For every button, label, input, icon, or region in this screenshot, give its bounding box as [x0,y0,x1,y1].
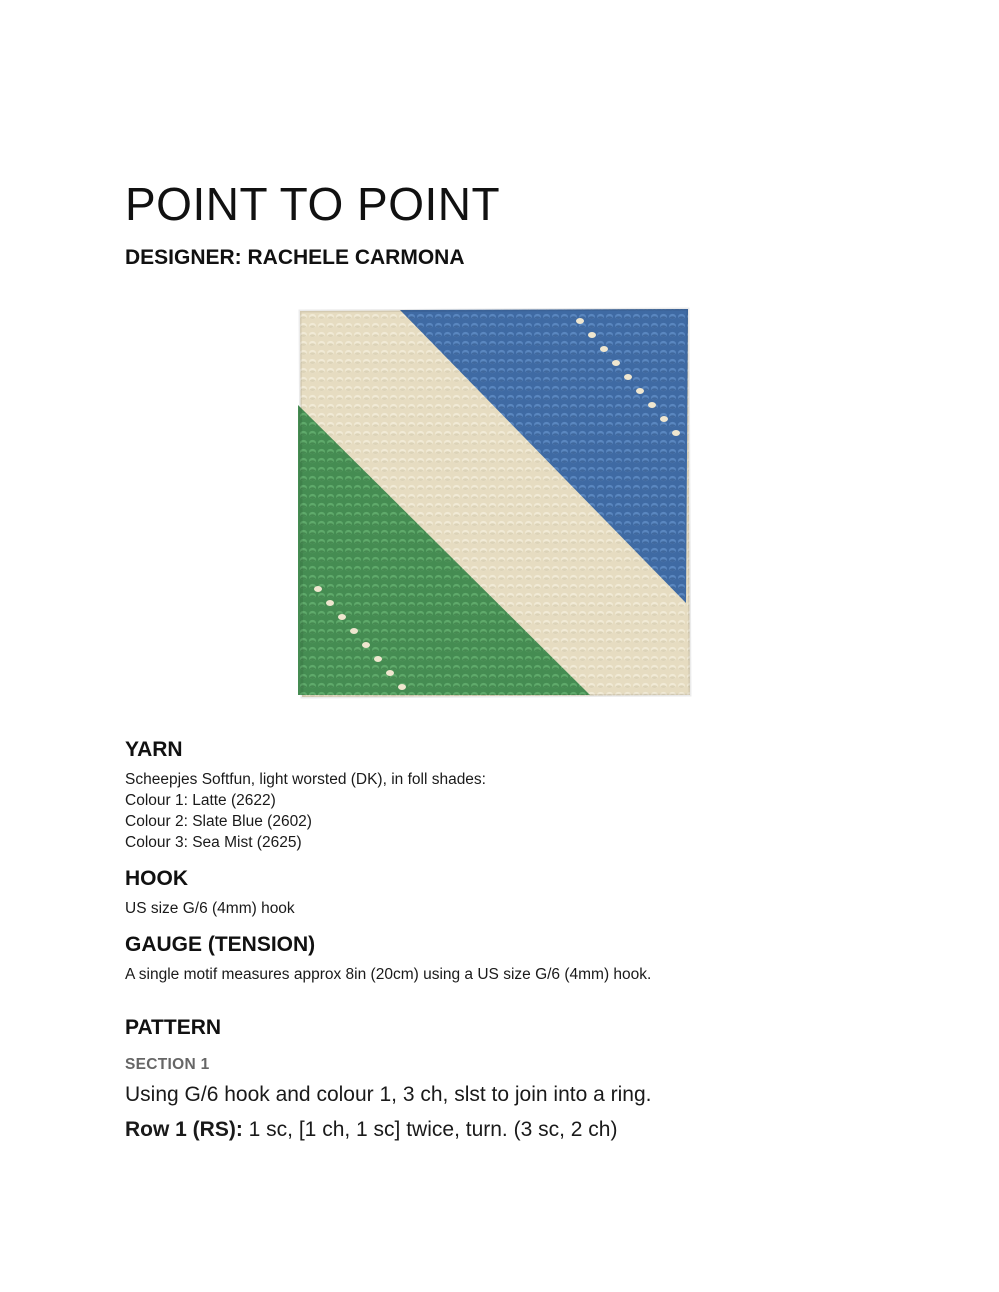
hook-text: US size G/6 (4mm) hook [125,900,295,917]
yarn-heading: YARN [125,738,183,761]
row-label: Row 1 (RS): [125,1118,243,1141]
section-label: SECTION 1 [125,1056,210,1073]
pattern-intro: Using G/6 hook and colour 1, 3 ch, slst to join into a ring. [125,1083,652,1106]
gauge-text: A single motif measures approx 8in (20cm) using a US size G/6 (4mm) hook. [125,966,652,983]
yarn-line: Colour 2: Slate Blue (2602) [125,813,312,830]
yarn-line: Colour 3: Sea Mist (2625) [125,834,302,851]
pattern-row-1 [125,1117,617,1143]
yarn-line: Scheepjes Softfun, light worsted (DK), in foll shades: [125,771,486,788]
gauge-heading: GAUGE (TENSION) [125,933,316,956]
yarn-line: Colour 1: Latte (2622) [125,792,276,809]
designer-credit: DESIGNER: RACHELE CARMONA [125,246,465,269]
row-instructions: 1 sc, [1 ch, 1 sc] twice, turn. (3 sc, 2 ch) [242,1118,618,1141]
hook-heading: HOOK [125,867,188,890]
page-title: POINT TO POINT [125,178,501,230]
pattern-heading: PATTERN [125,1016,222,1039]
crochet-swatch-image [290,303,695,703]
